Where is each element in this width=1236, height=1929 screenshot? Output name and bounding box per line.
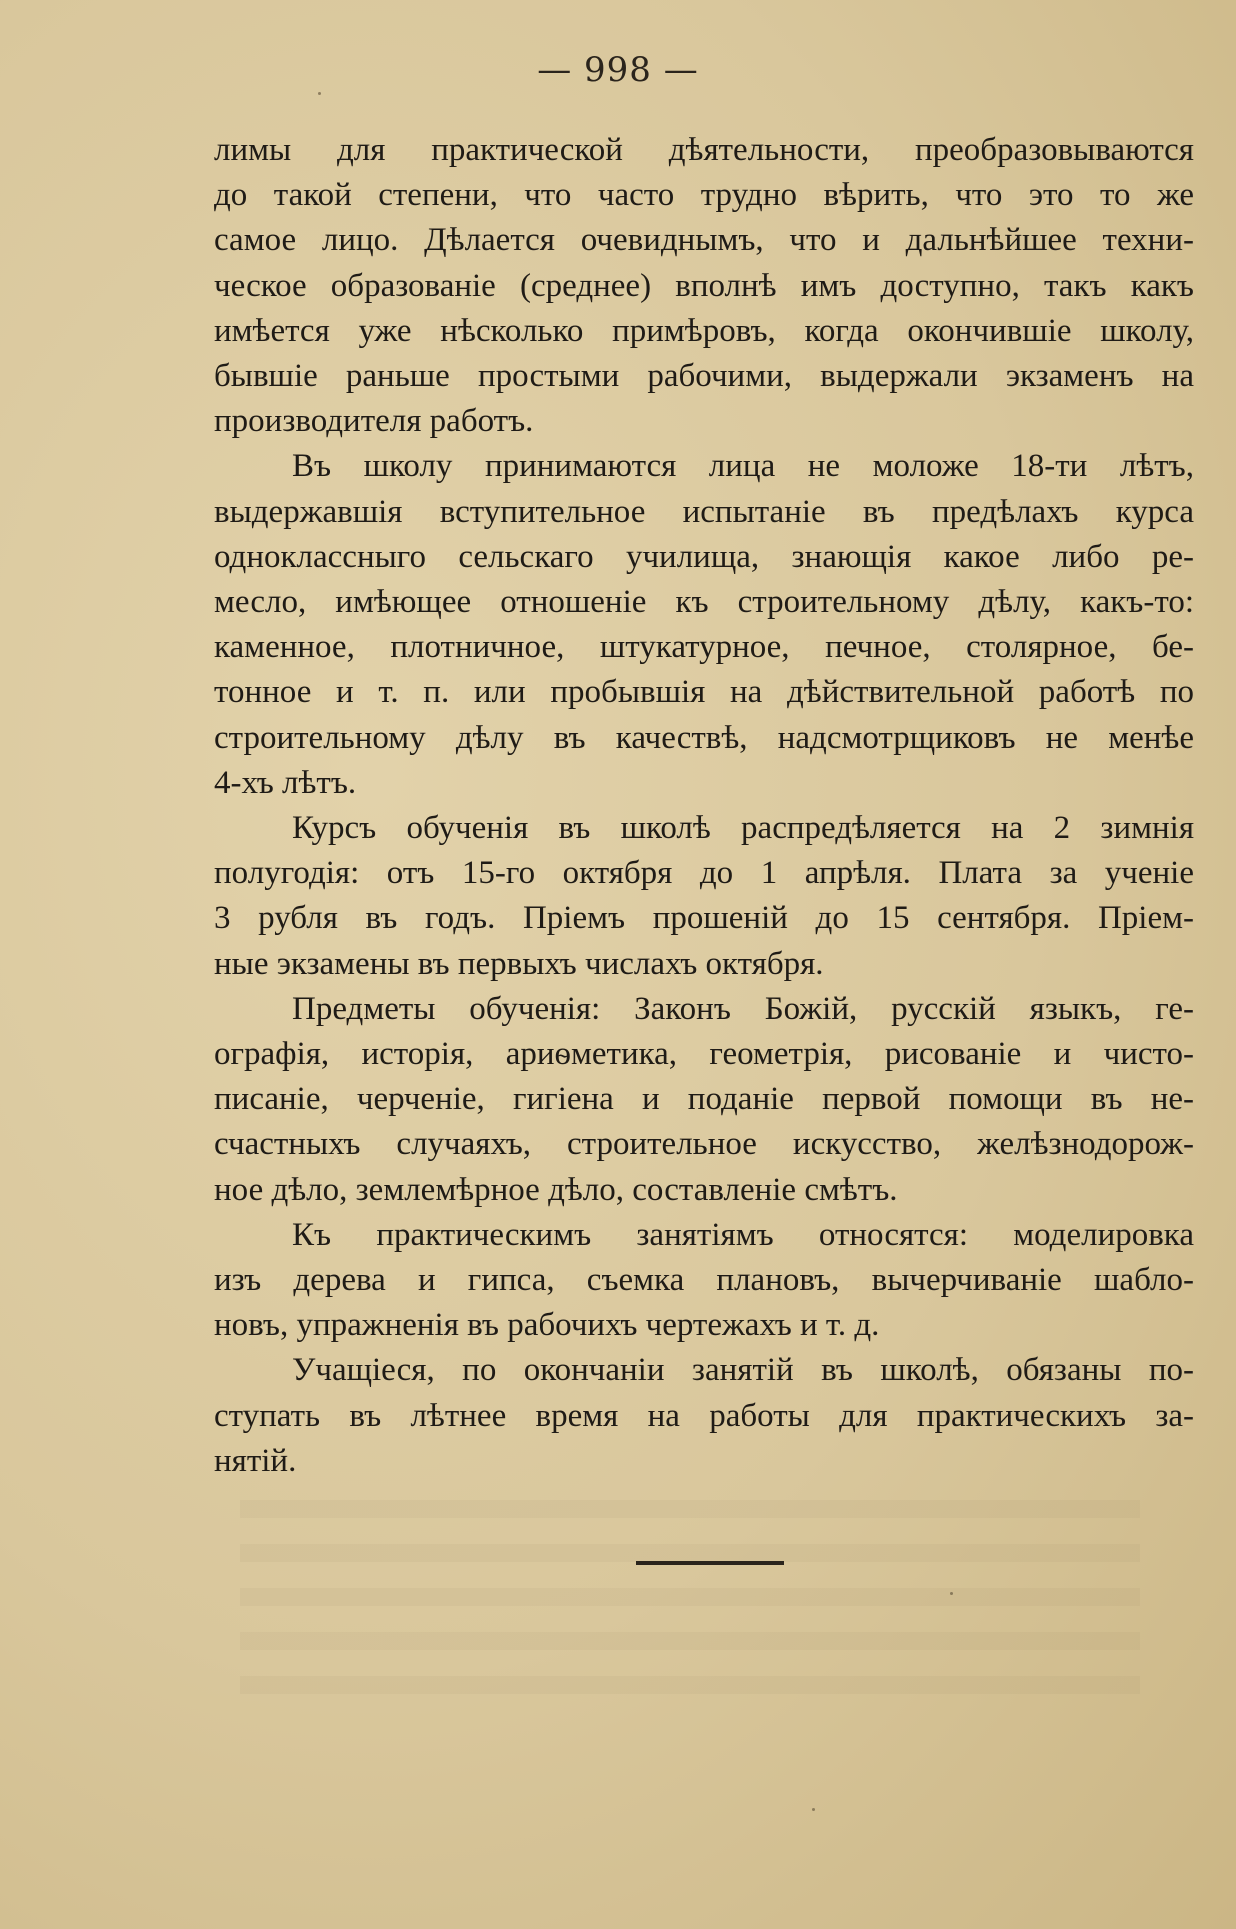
show-through-texture [240,1500,1140,1720]
text-line: ные экзамены въ первыхъ числахъ октября. [214,945,824,982]
text-line: новъ, упражненія въ рабочихъ чертежахъ и т. д. [214,1307,880,1344]
paragraph-5 [214,1213,1194,1349]
text-line: до такой степени, что часто трудно вѣрить, что это то же [214,177,1194,214]
text-line: ческое образованіе (среднее) вполнѣ имъ доступно, такъ какъ [214,267,1194,304]
ink-speck [812,1808,815,1811]
text-line: писаніе, черченіе, гигіена и поданіе первой помощи въ не- [214,1081,1194,1118]
paragraph-2 [214,444,1194,806]
text-line: ступать въ лѣтнее время на работы для практическихъ за- [214,1397,1194,1434]
text-line: Учащіеся, по окончаніи занятій въ школѣ, обязаны по- [292,1352,1194,1389]
text-line: самое лицо. Дѣлается очевиднымъ, что и дальнѣйшее техни- [214,222,1194,259]
text-line: ное дѣло, землемѣрное дѣло, составленіе смѣтъ. [214,1171,898,1208]
ink-speck [950,1592,953,1595]
text-line: производителя работъ. [214,403,534,440]
text-line: Въ школу принимаются лица не моложе 18-ти лѣтъ, [292,448,1194,485]
paragraph-4 [214,987,1194,1213]
ink-speck [318,92,321,95]
paragraph-6 [214,1348,1194,1484]
end-rule [636,1561,784,1565]
text-line: 3 рубля въ годъ. Пріемъ прошеній до 15 сентября. Пріем- [214,900,1194,937]
page-number: — 998 — [537,50,699,90]
text-line: ографія, исторія, ариѳметика, геометрія, рисованіе и чисто- [214,1036,1194,1073]
text-line: нятій. [214,1442,297,1479]
text-line: изъ дерева и гипса, съемка плановъ, вычерчиваніе шабло- [214,1262,1194,1299]
text-line: счастныхъ случаяхъ, строительное искусство, желѣзнодорож- [214,1126,1194,1163]
text-line: Курсъ обученія въ школѣ распредѣляется на 2 зимнія [292,810,1194,847]
text-line: Къ практическимъ занятіямъ относятся: моделировка [292,1216,1194,1253]
text-line: выдержавшія вступительное испытаніе въ предѣлахъ курса [214,493,1194,530]
text-line: Предметы обученія: Законъ Божій, русскій языкъ, ге- [292,990,1194,1027]
text-line: 4-хъ лѣтъ. [214,764,357,801]
body-text [214,128,1194,1484]
text-line: бывшіе раньше простыми рабочими, выдержали экзаменъ на [214,358,1194,395]
text-line: полугодія: отъ 15-го октября до 1 апрѣля. Плата за ученіе [214,855,1194,892]
text-line: месло, имѣющее отношеніе къ строительному дѣлу, какъ-то: [214,584,1194,621]
paragraph-1 [214,128,1194,444]
text-line: каменное, плотничное, штукатурное, печное, столярное, бе- [214,629,1194,666]
paragraph-3 [214,806,1194,987]
text-line: тонное и т. п. или пробывшія на дѣйствительной работѣ по [214,674,1194,711]
text-line: имѣется уже нѣсколько примѣровъ, когда окончившіе школу, [214,312,1194,349]
text-line: одноклассныго сельскаго училища, знающія какое либо ре- [214,538,1194,575]
text-line: строительному дѣлу въ качествѣ, надсмотрщиковъ не менѣе [214,719,1194,756]
text-line: лимы для практической дѣятельности, преобразовываются [214,132,1194,168]
